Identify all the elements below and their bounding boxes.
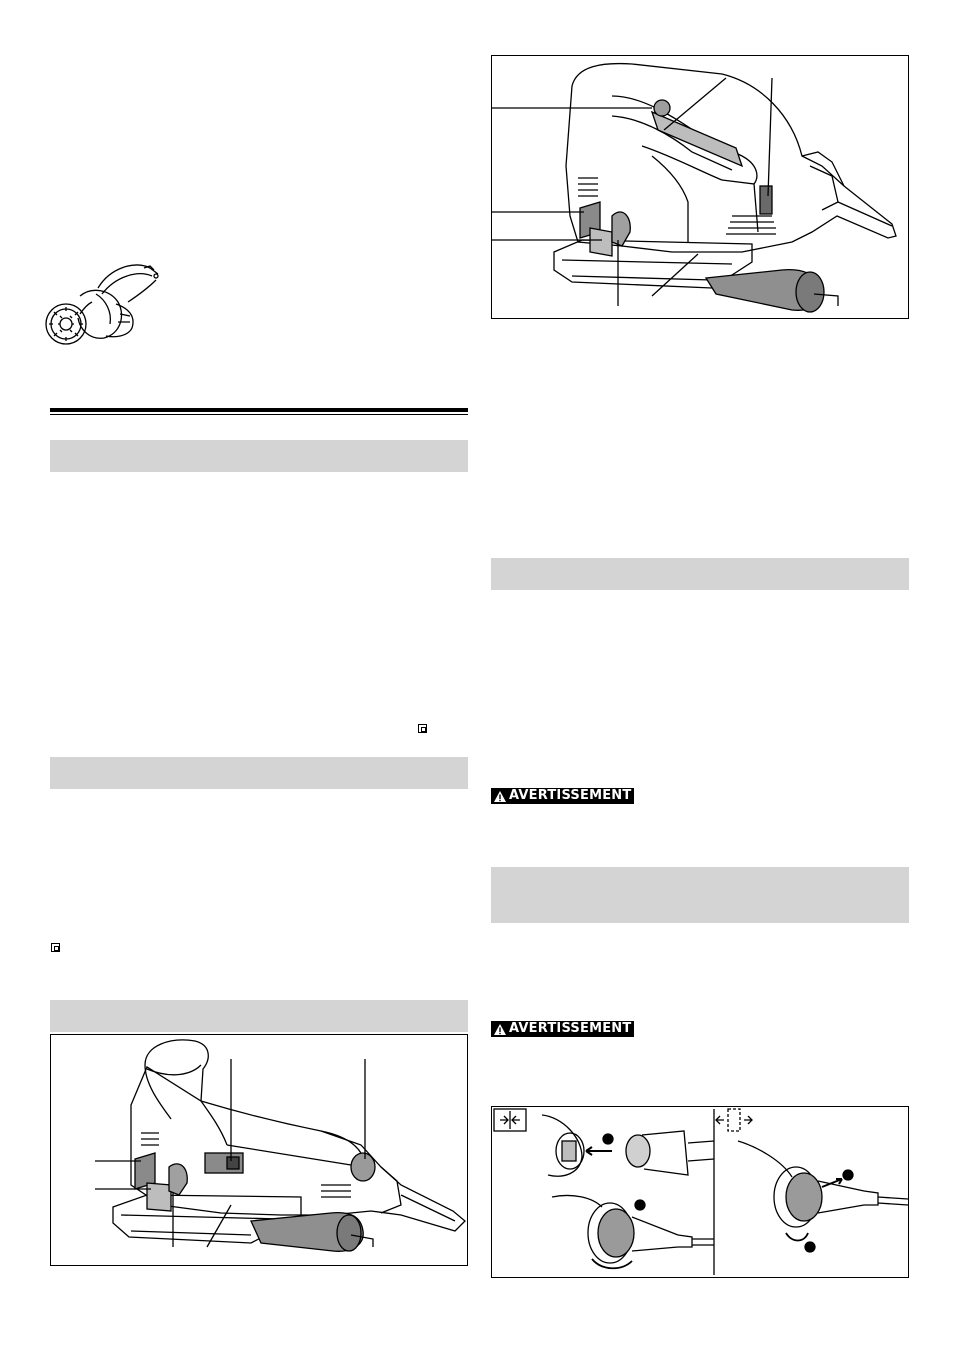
warning-triangle-icon [493,790,507,803]
respirator-mask-illustration [40,258,164,358]
section-heading-bar-2 [50,757,468,789]
warning-badge [491,1021,634,1037]
figure-cable-connection [491,1106,909,1278]
warning-label: AVERTISSEMENT [509,788,632,803]
warning-triangle-icon [493,1023,507,1036]
warning-label: AVERTISSEMENT [509,1021,632,1036]
section-heading-bar-3 [50,1000,468,1032]
double-insulation-symbol [51,943,60,952]
warning-badge [491,788,634,804]
section-divider-thin [50,414,468,415]
section-heading-bar-4 [491,558,909,590]
figure-jigsaw-front [50,1034,468,1266]
figure-jigsaw-rear [491,55,909,319]
double-insulation-symbol [418,724,427,733]
section-divider [50,408,468,412]
section-heading-bar-5 [491,867,909,923]
section-heading-bar-1 [50,440,468,472]
